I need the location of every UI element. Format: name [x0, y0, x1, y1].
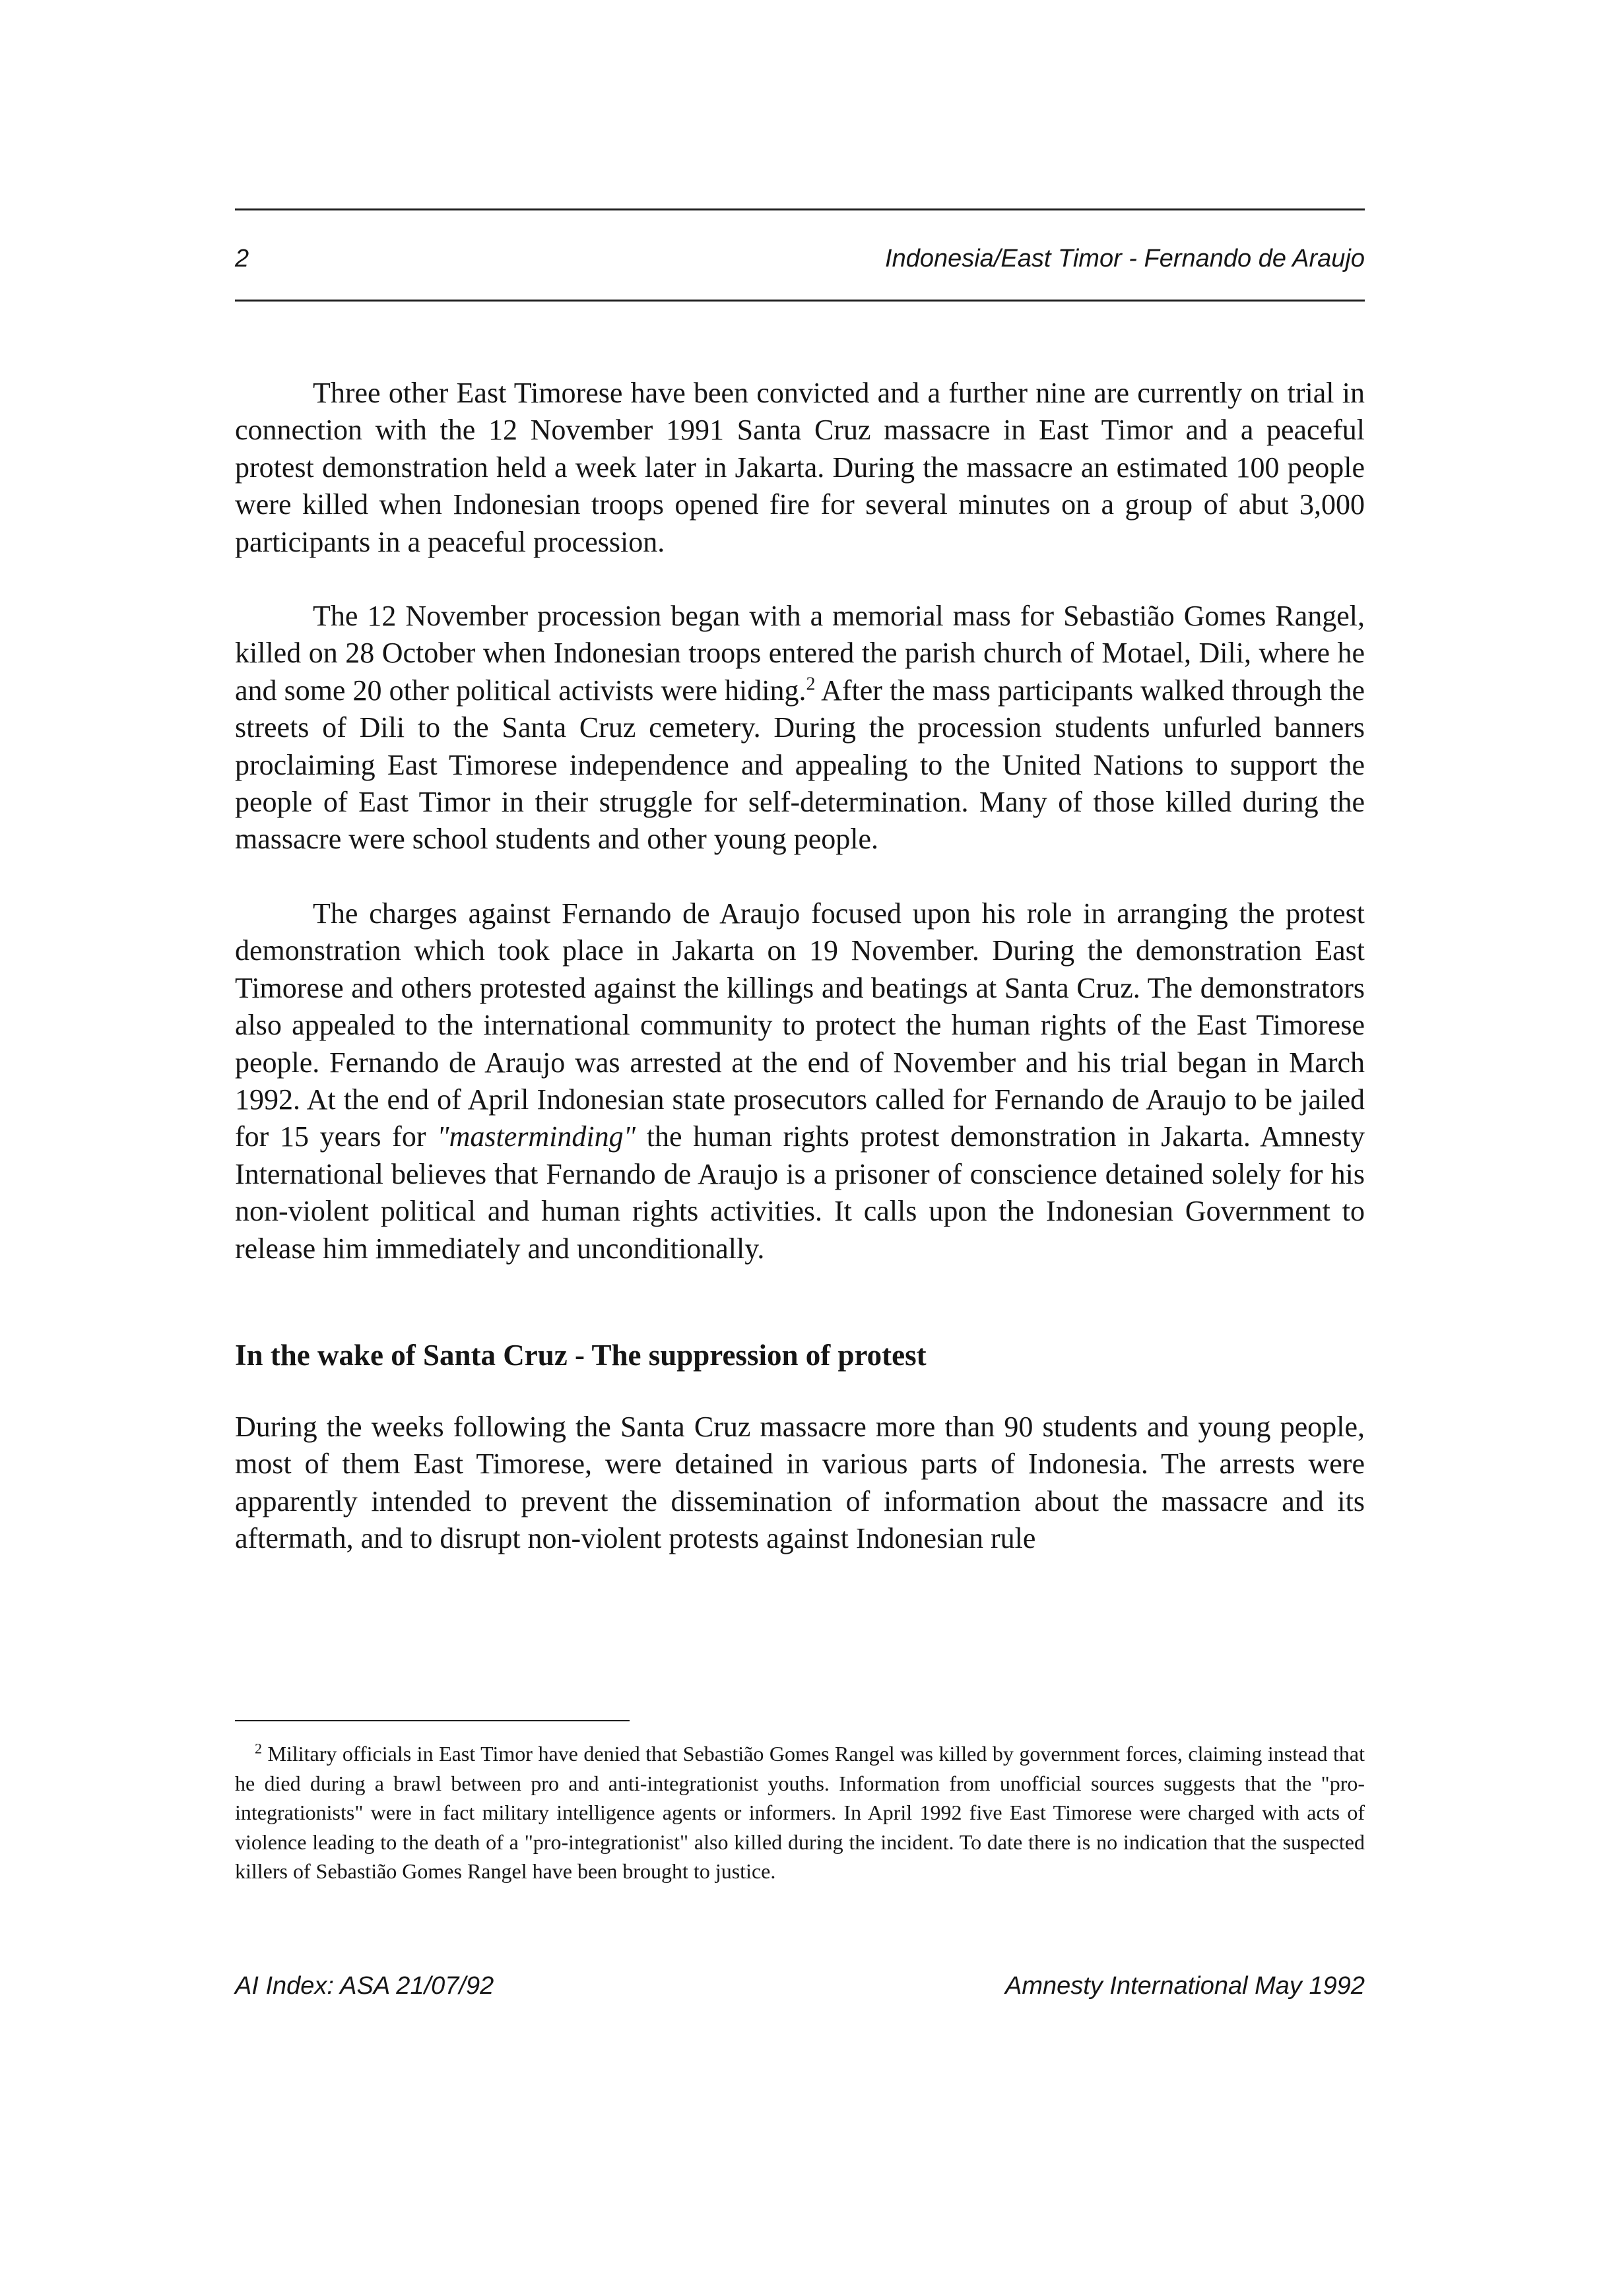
paragraph-3-text-a: The charges against Fernando de Araujo focused upon his role in arranging the protest demonstration which took place in Jakarta on 19 November. During the demonstration East Timorese and others protested against the killings and beatings at Santa Cruz. The demonstrators also appealed to the international community to protect the human rights of the East Timorese people. Fernando de Araujo was arrested at the end of November and his trial began in March 1992. At the end of April Indonesian state prosecutors called for Fernando de Araujo to be jailed for 15 years for — [235, 897, 1365, 1153]
section-heading: In the wake of Santa Cruz - The suppression of protest — [235, 1338, 927, 1372]
paragraph-2 — [235, 598, 1365, 858]
running-title: Indonesia/East Timor - Fernando de Araujo — [885, 245, 1365, 272]
footnote-rule — [235, 1720, 630, 1721]
paragraph-2-text-b: After the mass participants walked through the streets of Dili to the Santa Cruz cemetery. During the procession students unfurled banners proclaiming East Timorese independence and appealing to the United Nations to support the people of East Timor in their struggle for self-determination. Many of those killed during the massacre were school students and other young people. — [235, 674, 1365, 856]
paragraph-3 — [235, 895, 1365, 1267]
page-number: 2 — [235, 245, 249, 272]
header-bottom-rule — [235, 300, 1365, 302]
paragraph-3-text-b: the human rights protest demonstration in Jakarta. Amnesty International believes that Fernando de Araujo is a prisoner of conscience detained solely for his non-violent political and human rights activities. It calls upon the Indonesian Government to release him immediately and unconditionally. — [235, 1120, 1365, 1265]
footnote-marker: 2 — [255, 1740, 262, 1757]
footnote — [235, 1739, 1365, 1886]
paragraph-2-text-a: The 12 November procession began with a memorial mass for Sebastião Gomes Rangel, killed on 28 October when Indonesian troops entered the parish church of Motael, Dili, where he and some 20 other political activists were hiding. — [235, 600, 1365, 707]
running-header — [235, 239, 1365, 278]
paragraph-4: During the weeks following the Santa Cruz massacre more than 90 students and young people, most of them East Timorese, were detained in various parts of Indonesia. The arrests were apparently intended to prevent the dissemination of information about the massacre and its aftermath, and to disrupt non-violent protests against Indonesian rule — [235, 1410, 1365, 1555]
paragraph-3-quote: "masterminding" — [437, 1120, 636, 1153]
publisher-date: Amnesty International May 1992 — [1005, 1972, 1365, 2000]
document-index: AI Index: ASA 21/07/92 — [235, 1972, 494, 2000]
footnote-text: Military officials in East Timor have denied that Sebastião Gomes Rangel was killed by government forces, claiming instead that he died during a brawl between pro and anti-integrationist youths. Information from unofficial sources suggests that the "pro-integrationists" were in fact military intelligence agents or informers. In April 1992 five East Timorese were charged with acts of violence leading to the death of a "pro-integrationist" also killed during the incident. To date there is no indication that the suspected killers of Sebastião Gomes Rangel have been brought to justice. — [235, 1742, 1365, 1883]
running-footer — [235, 1967, 1365, 2004]
footnote-reference[interactable]: 2 — [806, 674, 816, 695]
body-text — [235, 375, 1365, 1558]
header-top-rule — [235, 208, 1365, 210]
paragraph-1: Three other East Timorese have been convicted and a further nine are currently on trial in connection with the 12 November 1991 Santa Cruz massacre in East Timor and a peaceful protest demonstration held a week later in Jakarta. During the massacre an estimated 100 people were killed when Indonesian troops opened fire for several minutes on a group of abut 3,000 participants in a peaceful procession. — [235, 377, 1365, 558]
